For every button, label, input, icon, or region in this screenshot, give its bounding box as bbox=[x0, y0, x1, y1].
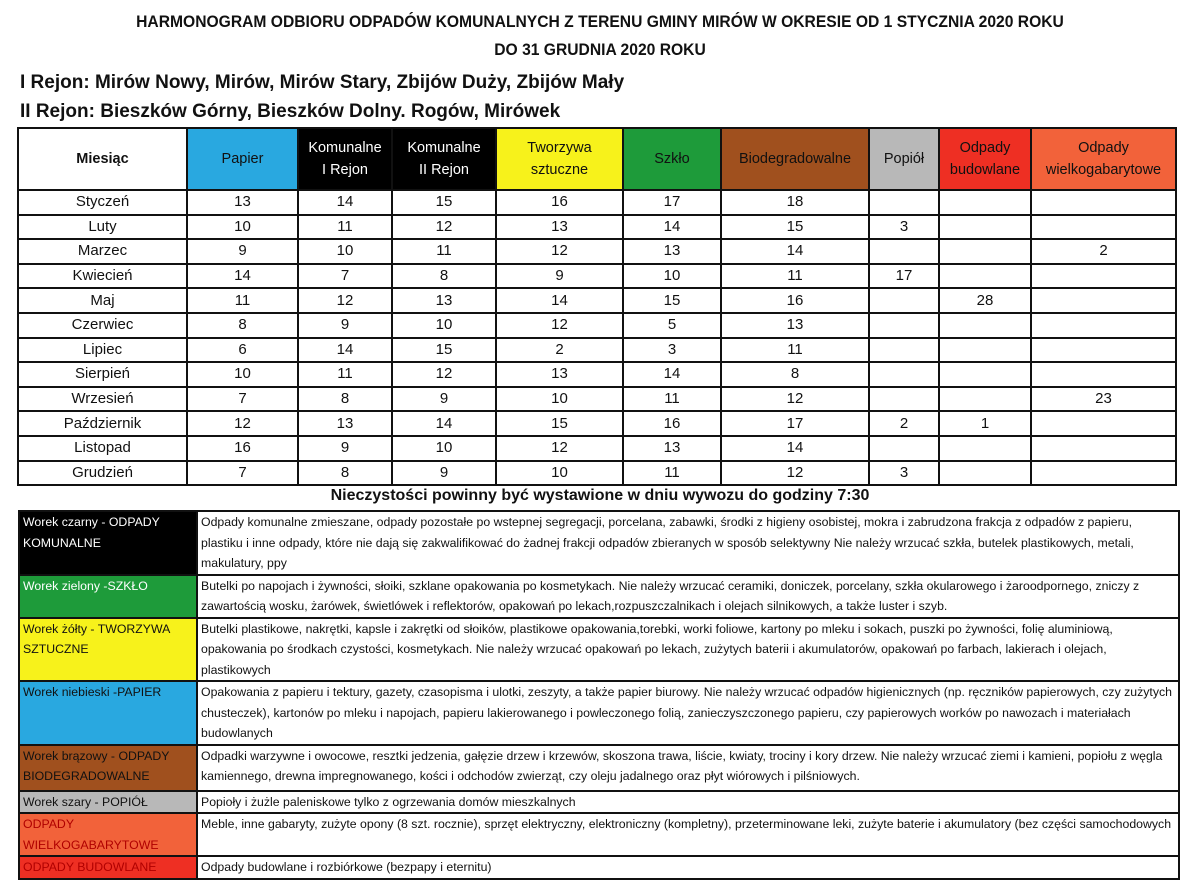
pickup-day-cell bbox=[869, 338, 939, 363]
legend-bag-label: Worek niebieski -PAPIER bbox=[19, 681, 197, 745]
pickup-day-cell: 9 bbox=[496, 264, 623, 289]
pickup-day-cell: 14 bbox=[721, 436, 869, 461]
month-cell: Kwiecień bbox=[18, 264, 187, 289]
pickup-day-cell: 12 bbox=[392, 215, 496, 240]
pickup-day-cell: 15 bbox=[496, 411, 623, 436]
pickup-day-cell: 8 bbox=[721, 362, 869, 387]
column-header-8: Odpady budowlane bbox=[939, 128, 1031, 190]
pickup-day-cell bbox=[1031, 461, 1176, 486]
pickup-day-cell: 3 bbox=[623, 338, 721, 363]
pickup-day-cell: 12 bbox=[187, 411, 298, 436]
pickup-day-cell: 14 bbox=[623, 362, 721, 387]
legend-row bbox=[19, 681, 1179, 745]
column-header-2: Komunalne I Rejon bbox=[298, 128, 392, 190]
pickup-day-cell: 10 bbox=[623, 264, 721, 289]
pickup-time-note: Nieczystości powinny być wystawione w dniu wywozu do godziny 7:30 bbox=[330, 487, 870, 504]
legend-bag-label: ODPADY WIELKOGABARYTOWE bbox=[19, 813, 197, 856]
month-cell: Czerwiec bbox=[18, 313, 187, 338]
pickup-day-cell: 11 bbox=[721, 338, 869, 363]
pickup-day-cell: 13 bbox=[623, 436, 721, 461]
pickup-day-cell: 1 bbox=[939, 411, 1031, 436]
pickup-day-cell: 16 bbox=[496, 190, 623, 215]
table-row bbox=[18, 338, 1176, 363]
pickup-day-cell bbox=[869, 387, 939, 412]
column-header-1: Papier bbox=[187, 128, 298, 190]
pickup-day-cell: 18 bbox=[721, 190, 869, 215]
pickup-day-cell: 8 bbox=[187, 313, 298, 338]
legend-row bbox=[19, 618, 1179, 682]
month-cell: Luty bbox=[18, 215, 187, 240]
pickup-day-cell: 10 bbox=[187, 215, 298, 240]
pickup-day-cell bbox=[1031, 411, 1176, 436]
pickup-day-cell: 11 bbox=[721, 264, 869, 289]
legend-bag-label: Worek żółty - TWORZYWA SZTUCZNE bbox=[19, 618, 197, 682]
legend-row bbox=[19, 791, 1179, 814]
pickup-day-cell: 9 bbox=[298, 436, 392, 461]
pickup-day-cell bbox=[939, 436, 1031, 461]
pickup-day-cell: 11 bbox=[623, 461, 721, 486]
pickup-day-cell: 16 bbox=[623, 411, 721, 436]
pickup-day-cell: 16 bbox=[187, 436, 298, 461]
legend-bag-description: Popioły i żużle paleniskowe tylko z ogrzewania domów mieszkalnych bbox=[197, 791, 1179, 814]
pickup-day-cell bbox=[869, 190, 939, 215]
pickup-day-cell bbox=[1031, 190, 1176, 215]
pickup-day-cell: 11 bbox=[298, 362, 392, 387]
legend-bag-label: Worek brązowy - ODPADY BIODEGRADOWALNE bbox=[19, 745, 197, 791]
pickup-day-cell: 10 bbox=[496, 461, 623, 486]
pickup-day-cell bbox=[939, 190, 1031, 215]
collection-schedule-table bbox=[17, 127, 1177, 486]
legend-row bbox=[19, 511, 1179, 575]
pickup-day-cell bbox=[939, 264, 1031, 289]
pickup-day-cell: 5 bbox=[623, 313, 721, 338]
pickup-day-cell bbox=[869, 313, 939, 338]
column-header-5: Szkło bbox=[623, 128, 721, 190]
month-cell: Październik bbox=[18, 411, 187, 436]
pickup-day-cell: 13 bbox=[392, 288, 496, 313]
pickup-day-cell: 14 bbox=[721, 239, 869, 264]
pickup-day-cell: 3 bbox=[869, 461, 939, 486]
pickup-day-cell bbox=[939, 313, 1031, 338]
pickup-day-cell: 7 bbox=[298, 264, 392, 289]
column-header-6: Biodegradowalne bbox=[721, 128, 869, 190]
rejon-1-description: I Rejon: Mirów Nowy, Mirów, Mirów Stary, Zbijów Duży, Zbijów Mały bbox=[20, 72, 625, 93]
pickup-day-cell: 13 bbox=[298, 411, 392, 436]
pickup-day-cell: 3 bbox=[869, 215, 939, 240]
legend-row bbox=[19, 813, 1179, 856]
table-row bbox=[18, 239, 1176, 264]
pickup-day-cell: 13 bbox=[496, 362, 623, 387]
pickup-day-cell: 10 bbox=[298, 239, 392, 264]
pickup-day-cell: 17 bbox=[869, 264, 939, 289]
pickup-day-cell: 15 bbox=[392, 338, 496, 363]
pickup-day-cell: 11 bbox=[187, 288, 298, 313]
legend-bag-label: Worek zielony -SZKŁO bbox=[19, 575, 197, 618]
pickup-day-cell: 7 bbox=[187, 461, 298, 486]
pickup-day-cell: 11 bbox=[392, 239, 496, 264]
column-header-9: Odpady wielkogabarytowe bbox=[1031, 128, 1176, 190]
pickup-day-cell: 12 bbox=[496, 313, 623, 338]
pickup-day-cell bbox=[869, 436, 939, 461]
pickup-day-cell bbox=[939, 362, 1031, 387]
waste-category-legend bbox=[18, 510, 1180, 880]
table-row bbox=[18, 387, 1176, 412]
pickup-day-cell: 11 bbox=[298, 215, 392, 240]
legend-bag-description: Opakowania z papieru i tektury, gazety, czasopisma i ulotki, zeszyty, a także papier biurowy. Nie należy wrzucać odpadów higienicznych (np. ręczników papierowych, czy zużytych chusteczek), kartonów po mleku i napojach, papieru lakierowanego i powleczonego folią, zanieczyszczonego papieru, czy papierowych worków po nawozach i materiałach budowlanych bbox=[197, 681, 1179, 745]
legend-bag-description: Meble, inne gabaryty, zużyte opony (8 szt. rocznie), sprzęt elektryczny, elektroniczny (kompletny), przeterminowane leki, zużyte baterie i akumulatory (bez części samochodowych bbox=[197, 813, 1179, 856]
pickup-day-cell: 17 bbox=[623, 190, 721, 215]
pickup-day-cell: 15 bbox=[721, 215, 869, 240]
legend-row bbox=[19, 745, 1179, 791]
pickup-day-cell: 14 bbox=[298, 338, 392, 363]
document-title-line1: HARMONOGRAM ODBIORU ODPADÓW KOMUNALNYCH Z TERENU GMINY MIRÓW W OKRESIE OD 1 STYCZNIA 2020 ROKU bbox=[136, 12, 1064, 31]
table-row bbox=[18, 215, 1176, 240]
pickup-day-cell: 13 bbox=[721, 313, 869, 338]
pickup-day-cell: 17 bbox=[721, 411, 869, 436]
legend-bag-label: Worek czarny - ODPADY KOMUNALNE bbox=[19, 511, 197, 575]
pickup-day-cell: 12 bbox=[392, 362, 496, 387]
pickup-day-cell: 10 bbox=[496, 387, 623, 412]
pickup-day-cell bbox=[869, 362, 939, 387]
pickup-day-cell bbox=[939, 215, 1031, 240]
pickup-day-cell: 28 bbox=[939, 288, 1031, 313]
legend-bag-label: Worek szary - POPIÓŁ bbox=[19, 791, 197, 814]
month-cell: Marzec bbox=[18, 239, 187, 264]
legend-bag-description: Odpady komunalne zmieszane, odpady pozostałe po wstepnej segregacji, porcelana, zabawki, środki z higieny osobistej, mokra i zabrudzona frakcja z odpadów z papieru, plastiku i inne odpady, które nie dają się zakwalifikować do żadnej frakcji odpadów zbieranych w sposób selektywny Nie należy wrzucać szkła, butelek plastikowych, metali, makulatury, ppy bbox=[197, 511, 1179, 575]
pickup-day-cell: 14 bbox=[496, 288, 623, 313]
pickup-day-cell bbox=[939, 461, 1031, 486]
pickup-day-cell: 9 bbox=[298, 313, 392, 338]
pickup-day-cell: 12 bbox=[496, 436, 623, 461]
pickup-day-cell bbox=[1031, 338, 1176, 363]
pickup-day-cell: 10 bbox=[392, 313, 496, 338]
schedule-header-row bbox=[18, 128, 1176, 190]
pickup-day-cell: 15 bbox=[392, 190, 496, 215]
pickup-day-cell: 2 bbox=[496, 338, 623, 363]
table-row bbox=[18, 288, 1176, 313]
table-row bbox=[18, 190, 1176, 215]
pickup-day-cell: 12 bbox=[721, 461, 869, 486]
table-row bbox=[18, 436, 1176, 461]
pickup-day-cell bbox=[1031, 313, 1176, 338]
rejon-2-description: II Rejon: Bieszków Górny, Bieszków Dolny. Rogów, Mirówek bbox=[20, 101, 561, 122]
column-header-7: Popiół bbox=[869, 128, 939, 190]
pickup-day-cell bbox=[939, 239, 1031, 264]
column-header-3: Komunalne II Rejon bbox=[392, 128, 496, 190]
pickup-day-cell: 8 bbox=[298, 387, 392, 412]
pickup-day-cell bbox=[1031, 436, 1176, 461]
pickup-day-cell: 15 bbox=[623, 288, 721, 313]
month-cell: Maj bbox=[18, 288, 187, 313]
pickup-day-cell bbox=[869, 288, 939, 313]
pickup-day-cell: 9 bbox=[392, 387, 496, 412]
legend-bag-description: Butelki po napojach i żywności, słoiki, szklane opakowania po kosmetykach. Nie należy wrzucać ceramiki, doniczek, porcelany, szkła okularowego i żaroodpornego, zniczy z zawartością wosku, żarówek, świetlówek i reflektorów, opakowań po lekach,rozpuszczalnikach i olejach silnikowych, a także luster i szyb. bbox=[197, 575, 1179, 618]
legend-bag-description: Odpady budowlane i rozbiórkowe (bezpapy i eternitu) bbox=[197, 856, 1179, 879]
pickup-day-cell bbox=[869, 239, 939, 264]
pickup-day-cell bbox=[939, 387, 1031, 412]
pickup-day-cell: 8 bbox=[298, 461, 392, 486]
pickup-day-cell: 13 bbox=[187, 190, 298, 215]
pickup-day-cell: 2 bbox=[869, 411, 939, 436]
month-cell: Wrzesień bbox=[18, 387, 187, 412]
legend-bag-description: Odpadki warzywne i owocowe, resztki jedzenia, gałęzie drzew i krzewów, skoszona trawa, liście, kwiaty, trociny i kory drzew. Nie należy wrzucać ziemi i kamieni, popiołu z węgla kamiennego, drewna impregnowanego, kości i odchodów zwierząt, czy oleju jadalnego oraz płyt wiórowych i pilśniowych. bbox=[197, 745, 1179, 791]
document-title-line2: DO 31 GRUDNIA 2020 ROKU bbox=[494, 40, 706, 59]
column-header-4: Tworzywa sztuczne bbox=[496, 128, 623, 190]
pickup-day-cell: 12 bbox=[298, 288, 392, 313]
pickup-day-cell: 12 bbox=[721, 387, 869, 412]
pickup-day-cell: 14 bbox=[623, 215, 721, 240]
pickup-day-cell bbox=[1031, 362, 1176, 387]
pickup-day-cell: 8 bbox=[392, 264, 496, 289]
pickup-day-cell bbox=[939, 338, 1031, 363]
pickup-day-cell: 10 bbox=[392, 436, 496, 461]
month-cell: Grudzień bbox=[18, 461, 187, 486]
pickup-day-cell: 12 bbox=[496, 239, 623, 264]
pickup-day-cell: 2 bbox=[1031, 239, 1176, 264]
month-cell: Styczeń bbox=[18, 190, 187, 215]
pickup-day-cell: 14 bbox=[392, 411, 496, 436]
pickup-day-cell: 23 bbox=[1031, 387, 1176, 412]
pickup-day-cell bbox=[1031, 264, 1176, 289]
month-cell: Lipiec bbox=[18, 338, 187, 363]
pickup-day-cell bbox=[1031, 288, 1176, 313]
month-cell: Sierpień bbox=[18, 362, 187, 387]
pickup-day-cell: 6 bbox=[187, 338, 298, 363]
pickup-day-cell: 16 bbox=[721, 288, 869, 313]
legend-row bbox=[19, 856, 1179, 879]
column-header-0: Miesiąc bbox=[18, 128, 187, 190]
table-row bbox=[18, 411, 1176, 436]
pickup-day-cell: 13 bbox=[496, 215, 623, 240]
table-row bbox=[18, 264, 1176, 289]
pickup-day-cell: 10 bbox=[187, 362, 298, 387]
legend-row bbox=[19, 575, 1179, 618]
pickup-day-cell: 13 bbox=[623, 239, 721, 264]
table-row bbox=[18, 461, 1176, 486]
table-row bbox=[18, 313, 1176, 338]
pickup-day-cell: 9 bbox=[392, 461, 496, 486]
pickup-day-cell: 7 bbox=[187, 387, 298, 412]
pickup-day-cell: 14 bbox=[187, 264, 298, 289]
pickup-day-cell: 14 bbox=[298, 190, 392, 215]
table-row bbox=[18, 362, 1176, 387]
pickup-day-cell: 11 bbox=[623, 387, 721, 412]
month-cell: Listopad bbox=[18, 436, 187, 461]
pickup-day-cell: 9 bbox=[187, 239, 298, 264]
pickup-day-cell bbox=[1031, 215, 1176, 240]
legend-bag-description: Butelki plastikowe, nakrętki, kapsle i zakrętki od słoików, plastikowe opakowania,torebki, worki foliowe, kartony po mleku i sokach, puszki po żywności, folię aluminiową, opakowania po środkach czystości, kosmetykach. Nie należy wrzucać opakowań po lekach, zużytych baterii i akumulatorów, opakowań po farbach, lakierach i olejach, plastikowych bbox=[197, 618, 1179, 682]
legend-bag-label: ODPADY BUDOWLANE bbox=[19, 856, 197, 879]
